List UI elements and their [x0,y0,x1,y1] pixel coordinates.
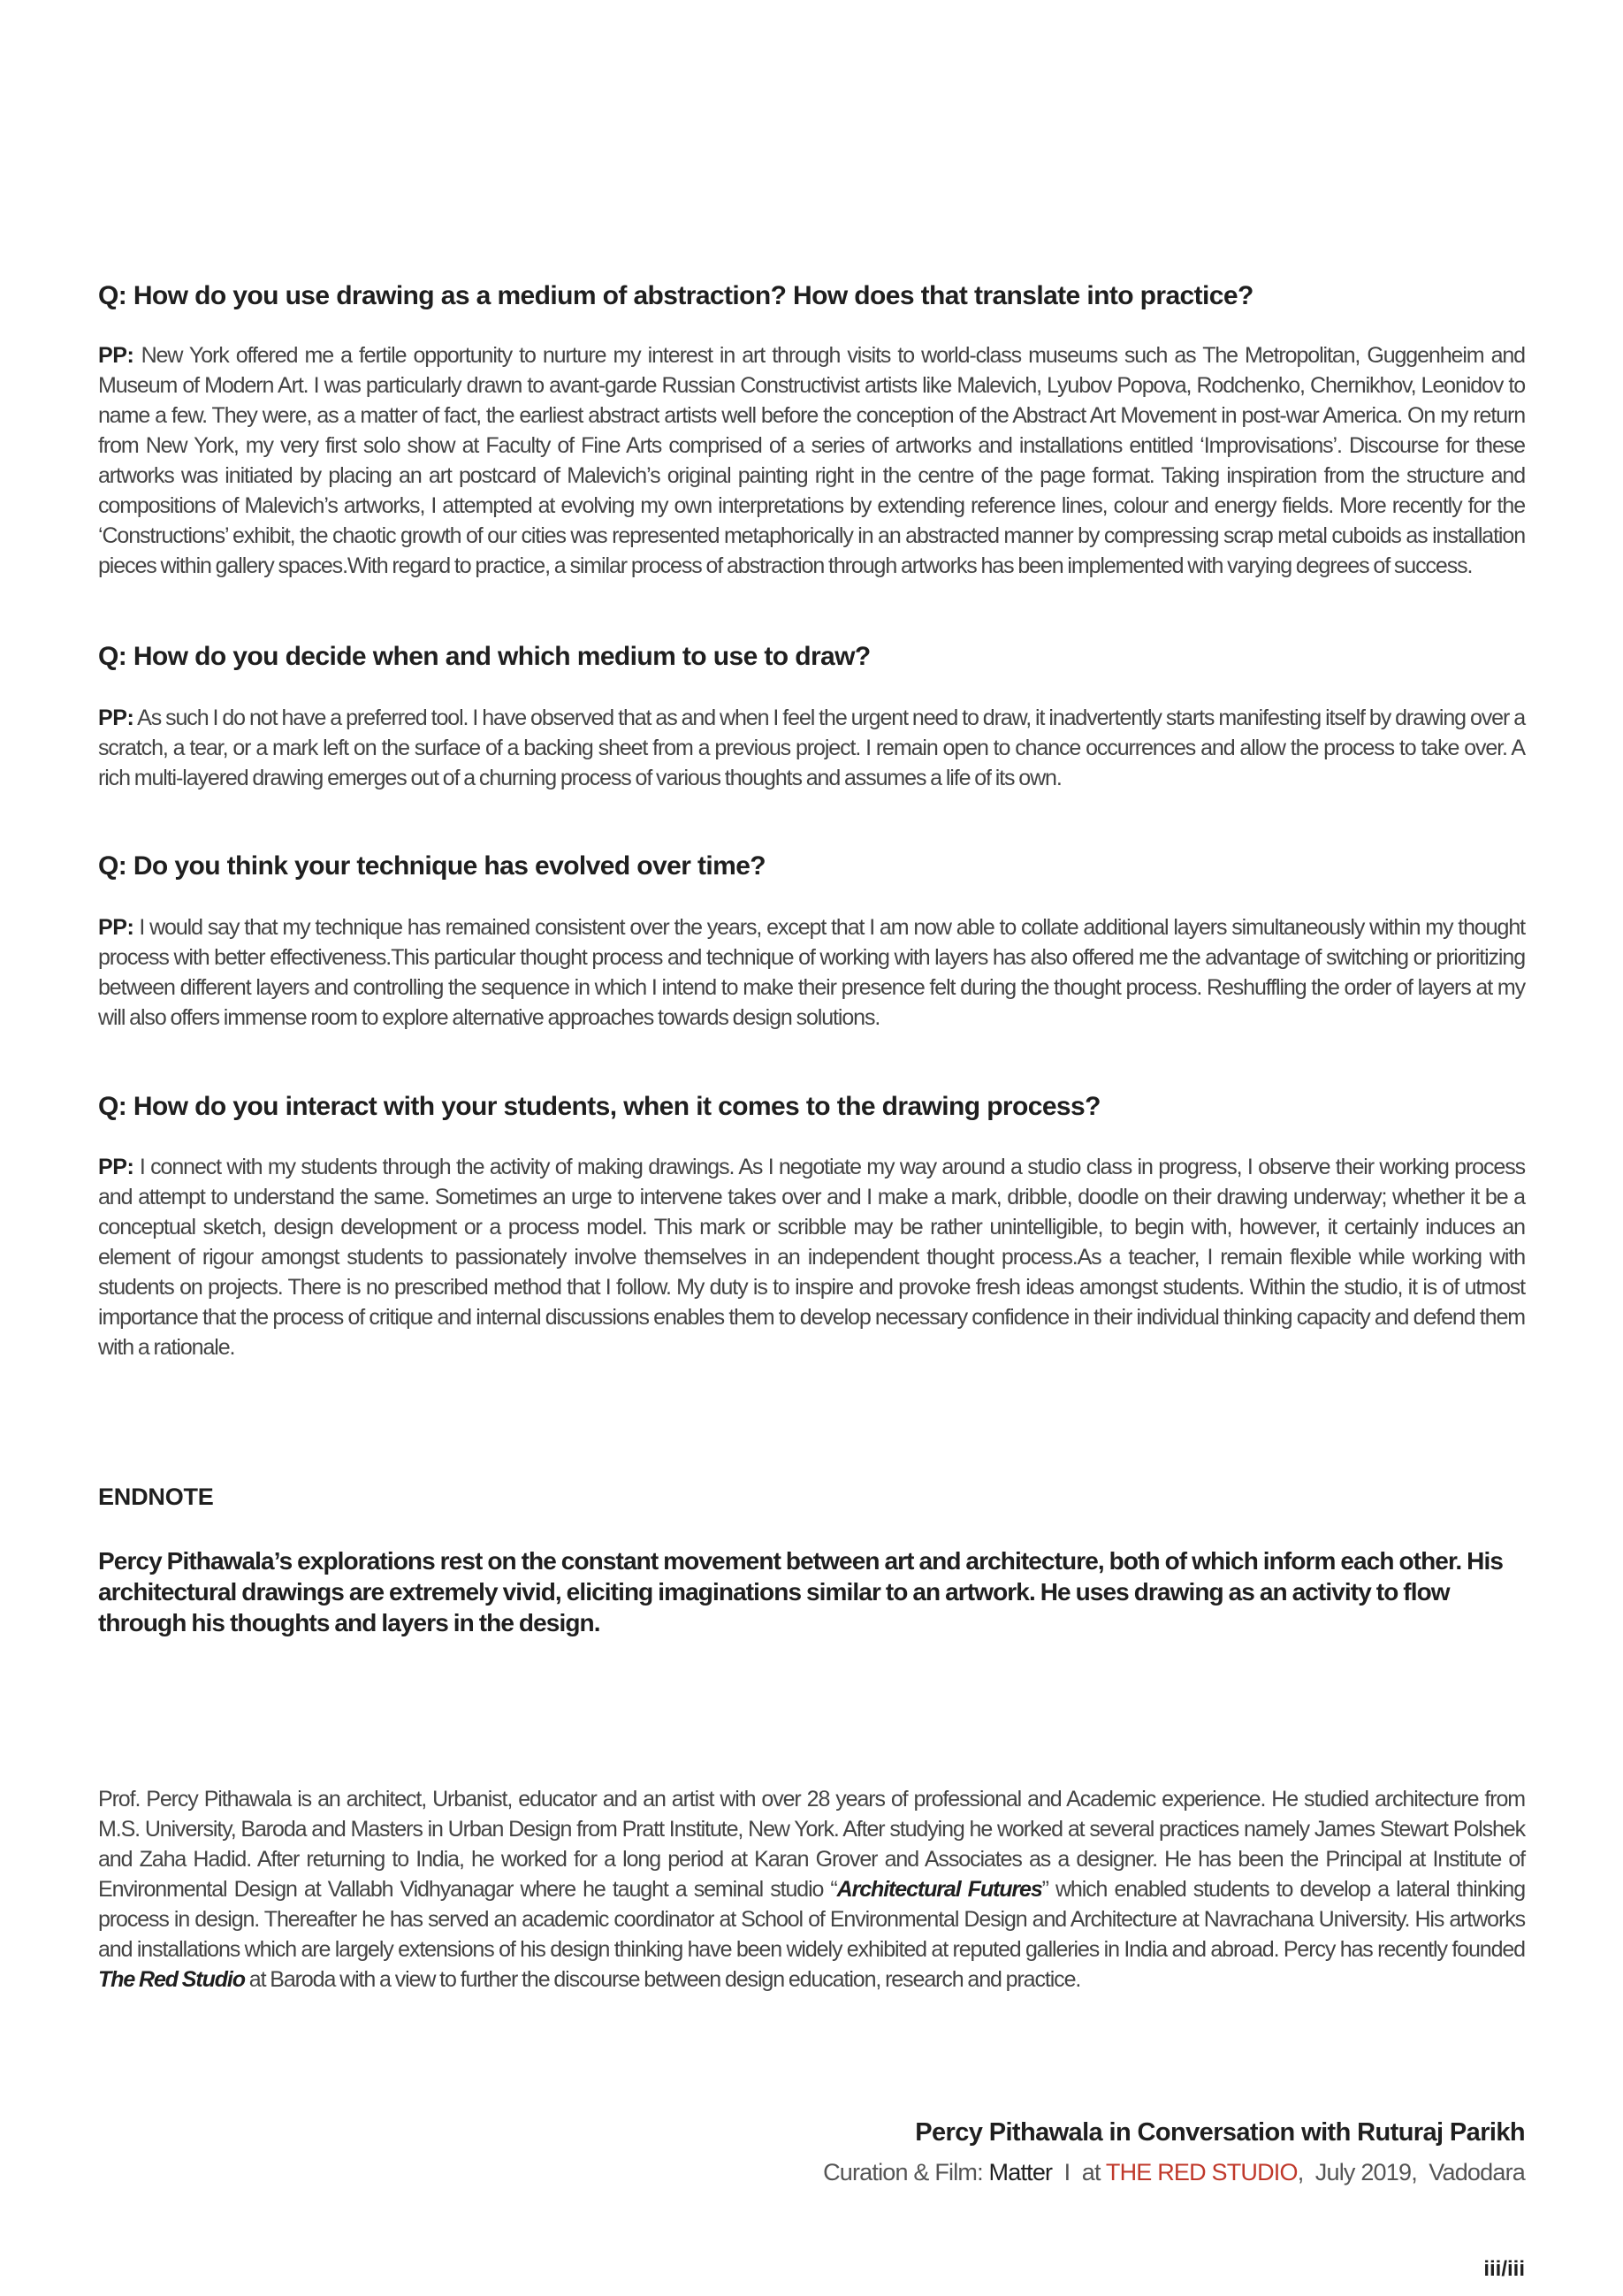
endnote-text: Percy Pithawala’s explorations rest on the constant movement between art and architecture, both of which inform each other. His architectural drawings are extremely vivid, eliciting imaginations similar to an artwork. He uses drawing as an activity to flow through his thoughts and layers in the design. [98,1547,1504,1636]
credits-prefix: Curation & Film: [823,2159,989,2185]
venue-name: THE RED STUDIO [1105,2159,1298,2185]
credits-separator: I at [1052,2159,1106,2185]
answer-3 [98,912,1525,1033]
endnote-heading: ENDNOTE [98,1484,214,1510]
credits-title: Percy Pithawala in Conversation with Ruturaj Parikh [915,2118,1525,2147]
answer-text: I connect with my students through the activity of making drawings. As I negotiate my way around a studio class in progress, I observe their working process and attempt to understand the same. Sometimes an urge to intervene takes over and I make a mark, dribble, doodle on their drawing underway; whether it be a conceptual sketch, design development or a process model. This mark or scribble may be rather unintelligible, to begin with, however, it certainly induces an element of rigour amongst students to passionately involve themselves in an independent thought process.As a teacher, I remain flexible while working with students on projects. There is no prescribed method that I follow. My duty is to inspire and provoke fresh ideas amongst students. Within the studio, it is of utmost importance that the process of critique and internal discussions enables them to develop necessary confidence in their individual thinking capacity and defend them with a rationale. [98,1155,1525,1360]
answer-4 [98,1152,1525,1362]
speaker-label: PP: [98,915,134,940]
studio-name: Architectural Futures [836,1877,1042,1902]
question-2: Q: How do you decide when and which medium to use to draw? [98,642,871,671]
answer-text: New York offered me a fertile opportunity to nurture my interest in art through visits to world-class museums such as The Metropolitan, Guggenheim and Museum of Modern Art. I was particularly drawn to avant-garde Russian Constructivist artists like Malevich, Lyubov Popova, Rodchenko, Chernikhov, Leonidov to name a few. They were, as a matter of fact, the earliest abstract artists well before the conception of the Abstract Art Movement in post-war America. On my return from New York, my very first solo show at Faculty of Fine Arts comprised of a series of artworks and installations entitled ‘Improvisations’. Discourse for these artworks was initiated by placing an art postcard of Malevich’s original painting right in the centre of the page format. Taking inspiration from the structure and compositions of Malevich’s artworks, I attempted at evolving my own interpretations by extending reference lines, colour and energy fields. More recently for the ‘Constructions’ exhibit, the chaotic growth of our cities was represented metaphorically in an abstracted manner by compressing scrap metal cuboids as installation pieces within gallery spaces.With regard to practice, a similar process of abstraction through artworks has been implemented with varying degrees of success. [98,343,1525,578]
bio-text: Prof. Percy Pithawala is an architect, Urbanist, educator and an artist with over 28 years of professional and Academic experience. He studied architecture from M.S. University, Baroda and Masters in Urban Design from Pratt Institute, New York. After studying he worked at several practices namely James Stewart Polshek and Zaha Hadid. After returning to India, he worked for a long period at Karan Grover and Associates as a designer. He has been the Principal at Institute of Environmental Design at Vallabh Vidhyanagar where he taught a seminal studio “ [98,1787,1525,1902]
question-3: Q: Do you think your technique has evolved over time? [98,851,766,881]
document-page [98,0,1525,2296]
speaker-label: PP: [98,343,134,368]
bio-text: ” which enabled students to develop a lateral thinking process in design. Thereafter he has served an academic coordinator at School of Environmental Design and Architecture at Navrachana University. His artworks and installations which are largely extensions of his design thinking have been widely exhibited at reputed galleries in India and abroad. Percy has recently founded [98,1877,1526,1962]
author-bio [98,1784,1525,1995]
speaker-label: PP: [98,706,134,730]
founded-studio-name: The Red Studio [98,1967,245,1992]
answer-1 [98,340,1525,581]
question-4: Q: How do you interact with your students, when it comes to the drawing process? [98,1092,1101,1121]
speaker-label: PP: [98,1155,134,1179]
answer-2 [98,703,1525,793]
question-1: Q: How do you use drawing as a medium of abstraction? How does that translate into practice? [98,281,1253,310]
credits-date-place: , July 2019, Vadodara [1297,2159,1525,2185]
credits-line [823,2159,1525,2186]
curator-name: Matter [988,2159,1053,2185]
answer-text: As such I do not have a preferred tool. I have observed that as and when I feel the urgent need to draw, it inadvertently starts manifesting itself by drawing over a scratch, a tear, or a mark left on the surface of a backing sheet from a previous project. I remain open to chance occurrences and allow the process to take over. A rich multi-layered drawing emerges out of a churning process of various thoughts and assumes a life of its own. [98,706,1526,790]
answer-text: I would say that my technique has remained consistent over the years, except that I am now able to collate additional layers simultaneously within my thought process with better effectiveness.This particular thought process and technique of working with layers has also offered me the advantage of switching or prioritizing between different layers and controlling the sequence in which I intend to make their presence felt during the thought process. Reshuffling the order of layers at my will also offers immense room to explore alternative approaches towards design solutions. [98,915,1525,1030]
bio-text: at Baroda with a view to further the discourse between design education, research and practice. [244,1967,1081,1992]
page-number: iii/iii [1483,2257,1525,2281]
